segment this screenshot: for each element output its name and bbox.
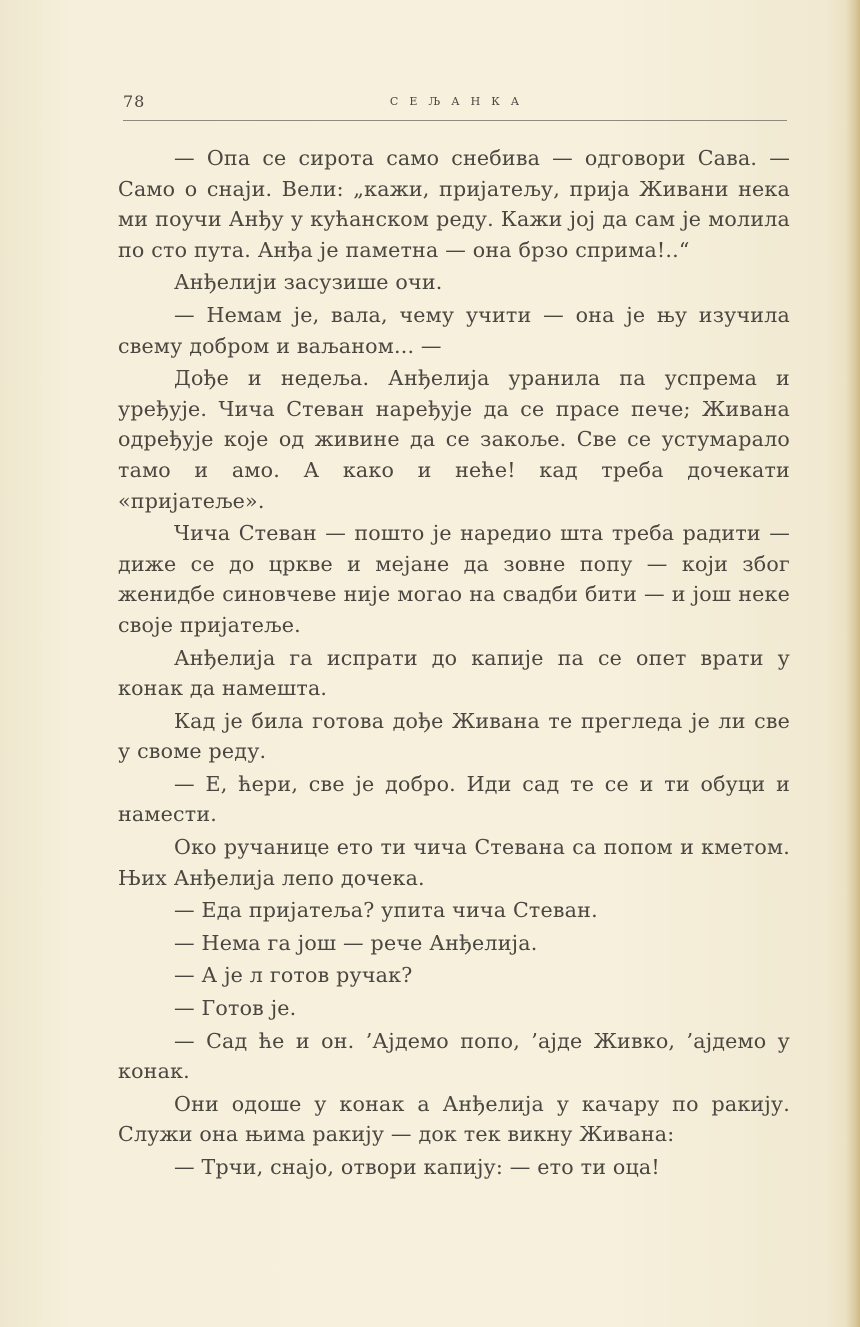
paragraph: Анђелија га испрати до капије па се опет врати у конак да намешта. [118, 645, 790, 701]
paragraph: Кад је била готова дође Живана те прегледа је ли све у своме реду. [118, 708, 790, 764]
paragraph: — Нема га још — рече Анђелија. [174, 930, 538, 955]
paragraph: — Сад ће и он. ’Ајдемо попо, ’ајде Живко, ’ајдемо у конак. [118, 1028, 790, 1084]
paragraph: Дође и недеља. Анђелија уранила па успрема и уређује. Чича Стеван наређује да се прасе пече; Живана одређује које од живине да се закоље. Све се устумарало тамо и амо. А како и неће! кад треба дочекати «пријатеље». [118, 366, 790, 513]
paragraph: — Опа се сирота само снебива — одговори Сава. — Само о снаји. Вели: „кажи, пријатељу, прија Живани нека ми поучи Анђу у кућанском реду. Кажи јој да сам је молила по сто пута. Анђа је паметна — она брзо сприма!..“ [118, 146, 790, 262]
paragraph: Чича Стеван — пошто је наредио шта треба радити — диже се до цркве и мејане да зовне попу — који због женидбе синовчеве није могао на свадби бити — и још неке своје пријатеље. [118, 521, 790, 637]
running-title: СЕЉАНКА [389, 95, 531, 108]
body-text [118, 143, 790, 1185]
paragraph: — Трчи, снајо, отвори капију: — ето ти оца! [174, 1155, 660, 1179]
paragraph: Они одоше у конак а Анђелија у качару по ракију. Служи она њима ракију — док тек викну Живана: [118, 1091, 790, 1147]
paragraph: — Немам је, вала, чему учити — она је њу изучила свему добром и ваљаном... — [118, 302, 790, 358]
page-edge-shadow [846, 0, 860, 1327]
paragraph: Анђелији засузише очи. [174, 270, 443, 295]
paragraph: Око ручанице ето ти чича Стевана са попом и кметом. Њих Анђелија лепо дочека. [118, 835, 790, 890]
page-header [123, 92, 787, 121]
paragraph: — А је л готов ручак? [174, 963, 413, 988]
paragraph: — Е, ћери, све је добро. Иди сад те се и ти обуци и намести. [118, 771, 790, 827]
paragraph: — Еда пријатеља? упита чича Стеван. [174, 898, 598, 923]
page-number: 78 [123, 92, 146, 111]
paragraph: — Готов је. [174, 996, 297, 1021]
